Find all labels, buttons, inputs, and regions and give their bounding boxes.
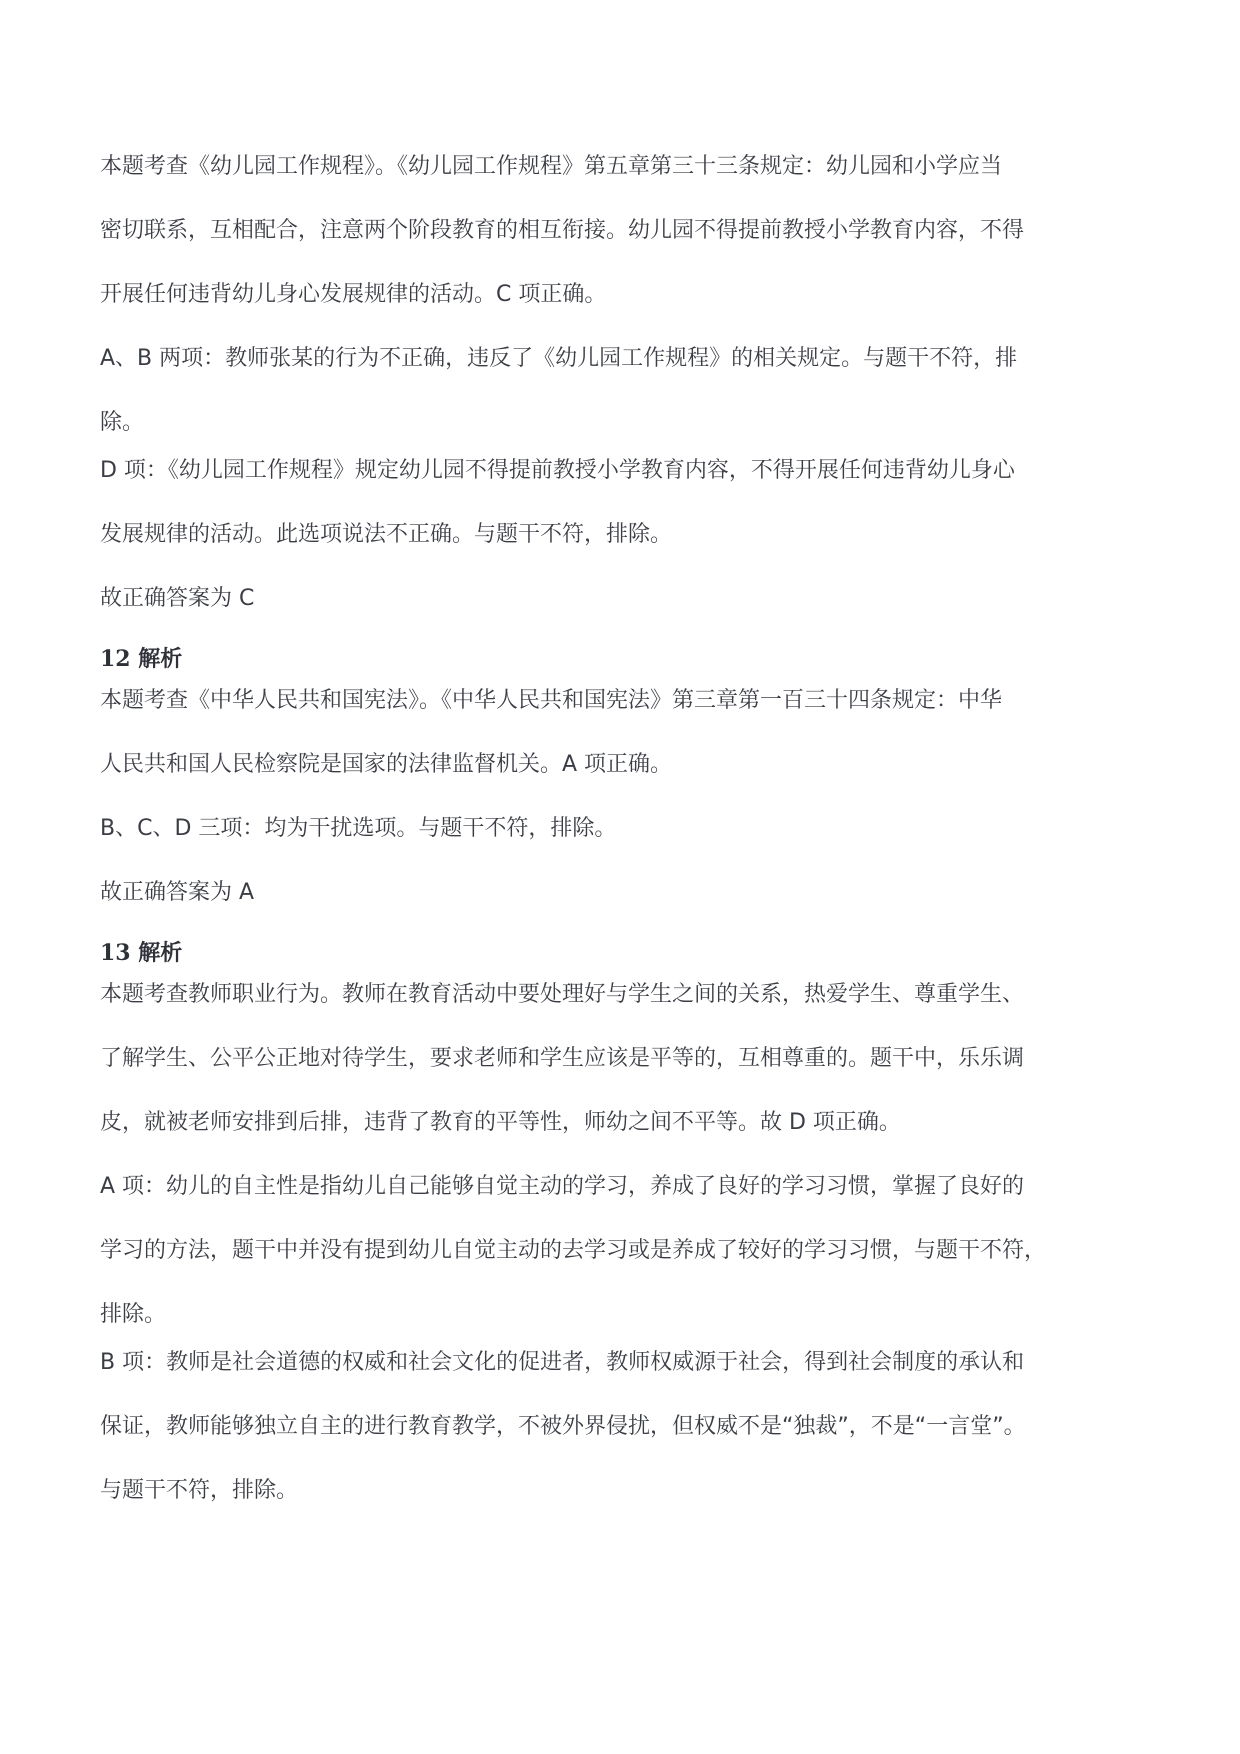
text-line: 学习的方法，题干中并没有提到幼儿自觉主动的去学习或是养成了较好的学习习惯，与题干不符， bbox=[100, 1238, 1047, 1263]
text-line: 开展任何违背幼儿身心发展规律的活动。C 项正确。 bbox=[100, 282, 607, 307]
text-line: 故正确答案为 C bbox=[100, 586, 255, 611]
text-line: 本题考查《幼儿园工作规程》。《幼儿园工作规程》第五章第三十三条规定：幼儿园和小学应当 bbox=[100, 154, 1003, 179]
text-line: A、B 两项：教师张某的行为不正确，违反了《幼儿园工作规程》的相关规定。与题干不符，排 bbox=[100, 346, 1018, 371]
text-line: B、C、D 三项：均为干扰选项。与题干不符，排除。 bbox=[100, 816, 617, 841]
text-line: 人民共和国人民检察院是国家的法律监督机关。A 项正确。 bbox=[100, 752, 673, 777]
text-line: 皮，就被老师安排到后排，违背了教育的平等性，师幼之间不平等。故 D 项正确。 bbox=[100, 1110, 901, 1135]
text-line: 密切联系，互相配合，注意两个阶段教育的相互衔接。幼儿园不得提前教授小学教育内容，不得 bbox=[100, 218, 1025, 243]
text-line: 了解学生、公平公正地对待学生，要求老师和学生应该是平等的，互相尊重的。题干中，乐乐调 bbox=[100, 1046, 1025, 1071]
text-line: 与题干不符，排除。 bbox=[100, 1478, 299, 1503]
section-heading: 13 解析 bbox=[100, 940, 183, 966]
text-line: 故正确答案为 A bbox=[100, 880, 255, 905]
section-heading: 12 解析 bbox=[100, 646, 183, 672]
text-line: 本题考查《中华人民共和国宪法》。《中华人民共和国宪法》第三章第一百三十四条规定：中华 bbox=[100, 688, 1003, 713]
text-line: A 项：幼儿的自主性是指幼儿自己能够自觉主动的学习，养成了良好的学习习惯，掌握了良好的 bbox=[100, 1174, 1025, 1199]
text-line: 保证，教师能够独立自主的进行教育教学，不被外界侵扰，但权威不是“独裁”，不是“一言堂”。 bbox=[100, 1414, 1026, 1439]
text-line: 本题考查教师职业行为。教师在教育活动中要处理好与学生之间的关系，热爱学生、尊重学生、 bbox=[100, 982, 1025, 1007]
text-line: 除。 bbox=[100, 410, 145, 435]
text-line: B 项：教师是社会道德的权威和社会文化的促进者，教师权威源于社会，得到社会制度的承认和 bbox=[100, 1350, 1025, 1375]
text-line: D 项：《幼儿园工作规程》规定幼儿园不得提前教授小学教育内容，不得开展任何违背幼儿身心 bbox=[100, 458, 1015, 483]
text-line: 排除。 bbox=[100, 1302, 167, 1327]
document-page bbox=[100, 152, 1160, 1506]
text-line: 发展规律的活动。此选项说法不正确。与题干不符，排除。 bbox=[100, 522, 673, 547]
